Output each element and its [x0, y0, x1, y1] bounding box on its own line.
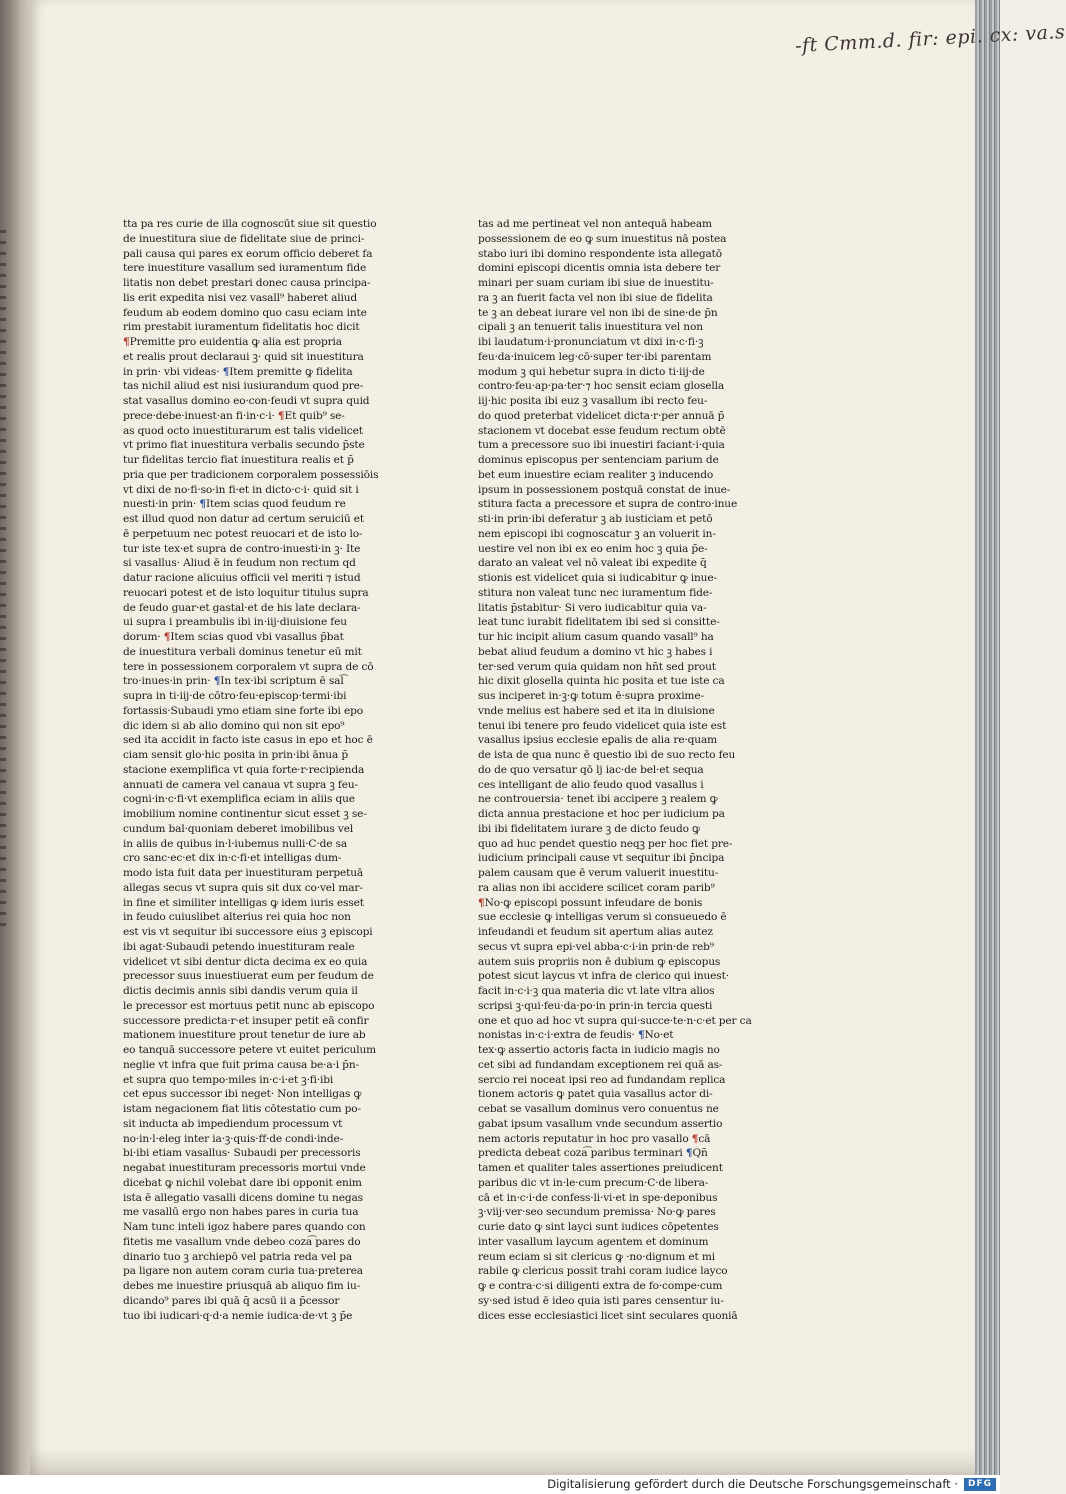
left-column-line: pa ligare non autem coram curia tua·preterea	[123, 1265, 363, 1278]
right-column-line: litatis p̄stabitur· Si vero iudicabitur quia va-	[478, 601, 707, 614]
left-column-line: tur iste tex·et supra de contro·inuesti·in ꝫ· Ite	[123, 542, 361, 555]
left-column-line: istam negacionem fiat litis cōtestatio cum po-	[123, 1103, 361, 1115]
text-column-left	[123, 217, 400, 1323]
left-column-line: mationem inuestiture prout tenetur de iure ab	[123, 1029, 366, 1042]
left-column-line: tere in possessionem corporalem vt supra de cō	[123, 660, 374, 673]
right-column-line: ibi laudatum·i·pronunciatum vt dixi in·c·fi·ꝫ	[478, 336, 704, 348]
left-column-line: fitetis me vasallum vnde debeo coza͡ pares do	[123, 1235, 361, 1248]
left-column-line: est illud quod non datur ad certum seruiciū et	[123, 513, 364, 525]
left-column-line: de inuestitura siue de fidelitate siue de princi-	[123, 232, 365, 245]
right-column-line: sus inciperet in·ꝫ·ꝙ totum ē·supra proxime-	[478, 690, 704, 702]
left-column-line: datur racione alicuius officii vel meriti ⁊ istud	[123, 572, 361, 584]
left-column-line: si vasallus· Aliud ē in feudum non rectum qd	[123, 557, 356, 570]
left-column-line: tas nichil aliud est nisi iusiurandum quod pre-	[123, 380, 364, 393]
right-column-line: ra ꝫ an fuerit facta vel non ibi siue de fidelita	[478, 291, 713, 304]
right-column-line: dices esse ecclesiastici licet sint seculares quoniā	[478, 1309, 738, 1322]
right-column-line: ter·sed verum quia quidam non hn̄t sed prout	[478, 660, 716, 673]
left-column-line: eo tanquā successore petere vt euitet periculum	[123, 1044, 377, 1056]
right-column-line: rabile ꝙ clericus possit trahi coram iudice layco	[478, 1265, 728, 1278]
right-column-line: palem causam que ē verum valuerit inuestitu-	[478, 867, 719, 879]
left-column-line: sed ita accidit in facto iste casus in epo et hoc ē	[123, 734, 373, 747]
left-column-line: successore predicta·r·et insuper petit eā confir	[123, 1014, 369, 1027]
left-column-line: tur fidelitas tercio fiat inuestitura realis et p̄	[123, 454, 354, 466]
left-column-line: pria que per tradicionem corporalem possessiōis	[123, 468, 379, 481]
right-column-line: tenui ibi tenere pro feudo videlicet quia iste est	[478, 719, 727, 732]
left-column-line: cundum bal·quoniam deberet imobilibus vel	[123, 822, 354, 835]
left-column-line: dinario tuo ꝫ archiepō vel patria reda vel pa	[123, 1250, 353, 1263]
left-column-line: ui supra i preambulis ibi in·iij·diuisione feu	[123, 616, 347, 629]
right-column-line: darato an valeat vel nō valeat ibi expedite q̄	[478, 557, 707, 570]
rubric-pilcrow-icon: ¶	[163, 631, 171, 643]
left-column-line: tere inuestiture vasallum sed iuramentum fide	[123, 262, 367, 275]
left-column-line: lis erit expedita nisi vez vasall⁹ haberet aliud	[123, 291, 358, 304]
text-column-right	[478, 217, 752, 1323]
left-column-line: in prin· vbi videas· ¶Item premitte ꝙ fidelita	[123, 365, 353, 378]
left-column-line: ciam sensit glo·hic posita in prin·ibi ānua p̄	[123, 749, 348, 761]
right-column-line: tum a precessore suo ibi inuestiri faciant·i·quia	[478, 439, 725, 452]
right-column-line: tionem actoris ꝙ patet quia vasallus actor di-	[478, 1088, 713, 1101]
left-column-line: imobilium nomine continentur sicut esset ꝫ se-	[123, 808, 367, 820]
right-column-line: stacionem vt docebat esse feudum rectum obtē	[478, 424, 726, 437]
left-column-line: tuo ibi iudicari·q·d·a nemie iudica·de·vt ꝫ p̄e	[123, 1309, 353, 1322]
right-column-line: tas ad me pertineat vel non antequā habeam	[478, 218, 712, 230]
right-column-line: nem actoris reputatur in hoc pro vasallo ¶cā	[478, 1132, 711, 1145]
right-column-line: feu·da·inuicem leg·cō·super ter·ibi parentam	[478, 350, 712, 363]
right-column-line: de ista de qua nunc ē questio ibi de suo recto feu	[478, 749, 736, 761]
left-column-line: sit inducta ab impediendum processum vt	[123, 1117, 343, 1130]
left-column-line: de feudo guar·et gastal·et de his late declara-	[123, 601, 361, 614]
left-column-line: tta pa res curie de illa cognoscūt siue sit questio	[123, 218, 377, 230]
right-column-line: possessionem de eo ꝙ sum inuestitus nā postea	[478, 232, 727, 245]
right-column-line: cebat se vasallum dominus vero conuentus ne	[478, 1103, 719, 1115]
right-column-line: potest sicut laycus vt infra de clerico qui inuest·	[478, 970, 729, 983]
left-column-line: neglie vt infra que fuit prima causa be·a·i p̄n-	[123, 1058, 359, 1071]
right-column-line: ¶No·ꝙ episcopi possunt infeudare de bonis	[478, 896, 703, 909]
rubric-pilcrow-icon: ¶	[277, 409, 285, 422]
right-column-line: ipsum in possessionem postquā constat de inue-	[478, 483, 731, 496]
left-column-line: vt dixi de no·fi·so·in fi·et in dicto·c·i· quid sit i	[123, 483, 359, 496]
left-column-line: fortassis·Subaudi ymo etiam sine forte ibi epo	[123, 704, 363, 717]
right-column-line: leat tunc iurabit fidelitatem ibi sed si consitte-	[478, 616, 720, 629]
right-column-line: stabo iuri ibi domino respondente ista allegatō	[478, 247, 722, 260]
right-column-line: cipali ꝫ an tenuerit talis inuestitura vel non	[478, 321, 703, 334]
right-column-line: uestire vel non ibi ex eo enim hoc ꝫ quia p̄e-	[478, 542, 708, 555]
left-column-line: ¶Premitte pro euidentia ꝙ alia est propria	[123, 336, 342, 348]
right-column-line: dominus episcopus per sentenciam parium de	[478, 454, 719, 466]
left-column-line: me vasallū ergo non habes pares in curia tua	[123, 1206, 359, 1219]
rubric-pilcrow-icon: ¶	[691, 1132, 699, 1145]
right-column-line: te ꝫ an debeat iurare vel non ibi de sine·de p̄n	[478, 306, 718, 319]
book-block-edge	[975, 0, 1000, 1475]
right-column-line: tex·ꝙ assertio actoris facta in iudicio magis no	[478, 1044, 720, 1056]
left-column-line: no·in·l·eleg inter ia·ꝫ·quis·ff·de condi·inde-	[123, 1132, 344, 1145]
left-column-line: dicando⁹ pares ibi quā q̄ acsū ii a p̄cessor	[123, 1294, 340, 1307]
left-column-line: cogni·in·c·fi·vt exemplifica eciam in aliis que	[123, 793, 355, 806]
rubric-pilcrow-icon: ¶	[685, 1147, 693, 1160]
right-column-line: autem suis propriis non ē dubium ꝙ episcopus	[478, 955, 721, 968]
left-column-line: dictis decimis annis sibi dandis verum quia il	[123, 985, 358, 997]
handwritten-annotation: -ft Cmm.d. fir: epi. cx: va.s	[794, 20, 1066, 58]
left-column-line: supra in ti·iij·de cōtro·feu·episcop·termi·ibi	[123, 690, 347, 702]
right-column-line: do quod preterbat videlicet dicta·r·per annuā p̄	[478, 409, 725, 422]
right-column-line: paribus dic vt in·le·cum precum·C·de libera-	[478, 1176, 709, 1189]
left-column-line: nuesti·in prin· ¶Item scias quod feudum re	[123, 498, 346, 511]
right-column-line: bet eum inuestire eciam realiter ꝫ inducendo	[478, 468, 714, 481]
right-column-line: sue ecclesie ꝙ intelligas verum si consueuedo ē	[478, 911, 727, 924]
left-column-line: feudum ab eodem domino quo casu eciam inte	[123, 306, 367, 319]
right-column-line: ꝫ·viij·ver·seo secundum premissa· No·ꝙ pares	[478, 1206, 716, 1219]
right-column-line: nem episcopi ibi cognoscatur ꝫ an voluerit in-	[478, 527, 716, 540]
right-column-line: ꝙ e contra·c·si diligenti extra de fo·compe·cum	[478, 1280, 723, 1292]
right-column-line: ces intelligant de alio feudo quod vasallus i	[478, 778, 704, 791]
right-column-line: contro·feu·ap·pa·ter·⁊ hoc sensit eciam glosella	[478, 380, 725, 393]
left-column-line: dicebat ꝙ nichil volebat dare ibi opponit enim	[123, 1176, 362, 1189]
right-column-line: nonistas in·c·i·extra de feudis· ¶No·et	[478, 1029, 674, 1042]
left-column-line: in aliis de quibus in·l·iubemus nulli·C·de sa	[123, 837, 348, 850]
right-column-line: stitura facta a precessore et supra de contro·inue	[478, 498, 738, 511]
left-column-line: est vis vt sequitur ibi successore eius ꝫ episcopi	[123, 926, 373, 938]
right-column-line: iudicium principali cause vt sequitur ibi p̄ncipa	[478, 852, 725, 865]
left-column-line: cro sanc·ec·et dix in·c·fi·et intelligas dum-	[123, 852, 342, 865]
left-column-line: litatis non debet prestari donec causa principa-	[123, 277, 371, 289]
left-column-line: as quod octo inuestiturarum est talis videlicet	[123, 424, 363, 437]
left-column-line: dic idem si ab alio domino qui non sit epo⁹	[123, 719, 345, 732]
right-column-line: sercio rei noceat ipsi reo ad fundandam replica	[478, 1073, 726, 1086]
right-column-line: scripsi ꝫ·qui·feu·da·po·in prin·in tercia questi	[478, 999, 713, 1012]
right-column-line: dicta annua prestacione et hoc per iudicium pa	[478, 808, 725, 820]
right-column-line: cā et in·c·i·de confess·li·vi·et in spe·deponibus	[478, 1191, 718, 1204]
left-column-line: dorum· ¶Item scias quod vbi vasallus p̄bat	[123, 631, 344, 643]
left-column-line: le precessor est mortuus petit nunc ab episcopo	[123, 999, 375, 1012]
right-column-line: curie dato ꝙ sint layci sunt iudices cōpetentes	[478, 1221, 719, 1233]
right-column-line: iij·hic posita ibi euz ꝫ vasallum ibi recto feu-	[478, 395, 708, 407]
left-column-line: ē perpetuum nec potest reuocari et de isto lo-	[123, 527, 363, 540]
left-column-line: et supra quo tempo·miles in·c·i·et ꝫ·fi·ibi	[123, 1073, 334, 1086]
left-column-line: rim prestabit iuramentum fidelitatis hoc dicit	[123, 321, 360, 334]
right-column-line: quo ad huc pendet questio neqꝫ per hoc fiet pre-	[478, 837, 733, 850]
dfg-logo-icon: DFG	[964, 1478, 996, 1491]
left-column-line: cet epus successor ibi neget· Non intelligas ꝙ	[123, 1088, 362, 1101]
left-column-line: ibi agat·Subaudi petendo inuestituram reale	[123, 940, 355, 953]
rubric-pilcrow-icon: ¶	[478, 896, 485, 909]
right-column-line: do de quo versatur qō lj iac·de bel·et sequa	[478, 763, 704, 776]
left-column-line: de inuestitura verbali dominus tenetur eū mit	[123, 645, 362, 658]
left-column-line: annuati de camera vel canaua vt supra ꝫ feu-	[123, 778, 358, 791]
right-column-line: ra alias non ibi accidere scilicet coram parib⁹	[478, 881, 715, 894]
left-column-line: bi·ibi etiam vasallus· Subaudi per precessoris	[123, 1147, 361, 1160]
right-column-line: bebat aliud feudum a domino vt hic ꝫ habes i	[478, 645, 713, 658]
funding-notice: Digitalisierung gefördert durch die Deutsche Forschungsgemeinschaft ·	[547, 1477, 958, 1491]
footer-bar	[0, 1475, 1000, 1494]
left-column-line: stat vasallus domino eo·con·feudi vt supra quid	[123, 395, 370, 407]
right-column-line: hic dixit glosella quinta hic posita et tue iste ca	[478, 675, 725, 688]
right-column-line: infeudandi et feudum sit apertum alias autez	[478, 926, 713, 938]
right-column-line: gabat ipsum vasallum vnde secundum assertio	[478, 1117, 723, 1130]
left-column-line: negabat inuestituram precessoris mortui vnde	[123, 1162, 366, 1174]
left-column-line: debes me inuestire priusquā ab aliquo fim iu-	[123, 1280, 361, 1292]
right-column-line: inter vasallum laycum agentem et dominum	[478, 1235, 709, 1248]
rubric-pilcrow-icon: ¶	[123, 336, 130, 348]
rubric-pilcrow-icon: ¶	[199, 498, 206, 511]
right-column-line: stitura non valeat tunc nec iuramentum fide-	[478, 586, 713, 599]
left-column-line: vt primo fiat inuestitura verbalis secundo p̄ste	[123, 439, 365, 452]
right-column-line: cet sibi ad fundandam exceptionem rei quā as-	[478, 1058, 723, 1071]
facing-page-text-fragment	[0, 230, 6, 930]
left-column-line: videlicet vt sibi dentur dicta decima ex eo quia	[123, 955, 368, 968]
left-column-line: Nam tunc inteli igoz habere pares quando con	[123, 1221, 366, 1233]
right-column-line: facit in·c·i·ꝫ qua materia dic vt late vltra alios	[478, 985, 715, 997]
left-column-line: et realis prout declaraui ꝫ· quid sit inuestitura	[123, 350, 364, 363]
left-column-line: reuocari potest et de isto loquitur titulus supra	[123, 586, 369, 599]
left-column-line: pali causa qui pares ex eorum officio deberet fa	[123, 247, 373, 260]
left-column-line: precessor suus inuestiuerat eum per feudum de	[123, 970, 374, 983]
right-column-line: stionis est videlicet quia si iudicabitur ꝙ inue-	[478, 572, 717, 584]
right-column-line: sy·sed istud ē ideo quia isti pares censentur iu-	[478, 1294, 724, 1307]
right-column-line: secus vt supra epi·vel abba·c·i·in prin·de reb⁹	[478, 940, 714, 953]
left-column-line: in fine et similiter intelligas ꝙ idem iuris esset	[123, 896, 364, 909]
right-column-line: domini episcopi dicentis omnia ista debere ter	[478, 262, 721, 275]
left-column-line: tro·inues·in prin· ¶In tex·ibi scriptum ē sal͡	[123, 675, 344, 688]
facing-page-edge	[0, 0, 30, 1475]
right-column-line: reum eciam si sit clericus ꝙ ·no·dignum et mi	[478, 1250, 715, 1263]
right-column-line: minari per suam curiam ibi siue de inuestitu-	[478, 277, 714, 289]
left-column-line: stacione exemplifica vt quia forte·r·recipienda	[123, 763, 365, 776]
right-column-line: predicta debeat coza͡ paribus terminari ¶Qn̄	[478, 1147, 708, 1160]
right-column-line: tur hic incipit alium casum quando vasall⁹ ha	[478, 631, 714, 643]
left-column-line: ista ē allegatio vasalli dicens domine tu negas	[123, 1191, 363, 1204]
rubric-pilcrow-icon: ¶	[637, 1029, 645, 1042]
right-column-line: modum ꝫ qui hebetur supra in dicto ti·iij·de	[478, 365, 705, 378]
right-column-line: vnde melius est habere sed et ita in diuisione	[478, 704, 715, 717]
right-column-line: ne controuersia· tenet ibi accipere ꝫ realem ꝙ	[478, 793, 718, 806]
right-column-line: tamen et qualiter tales assertiones preiudicent	[478, 1162, 723, 1174]
right-column-line: vasallus ipsius ecclesie eꝑalis de alia re·quam	[478, 734, 718, 747]
left-column-line: in feudo cuiuslibet alterius rei quia hoc non	[123, 911, 351, 924]
right-column-line: one et quo ad hoc vt supra qui·succe·te·n·c·et per ca	[478, 1014, 752, 1027]
left-column-line: modo ista fuit data per inuestituram perpetuā	[123, 867, 364, 879]
right-column-line: sti·in prin·ibi deferatur ꝫ ab iusticiam et petō	[478, 513, 713, 525]
left-column-line: allegas secus vt supra quis sit dux co·vel mar-	[123, 881, 363, 894]
rubric-pilcrow-icon: ¶	[213, 675, 221, 688]
rubric-pilcrow-icon: ¶	[222, 365, 230, 378]
right-column-line: ibi ibi fidelitatem iurare ꝫ de dicto feudo ꝙ	[478, 822, 700, 835]
left-column-line: prece·debe·inuest·an fi·in·c·i· ¶Et quib⁹ se-	[123, 409, 345, 422]
page-bottom-shadow	[30, 1448, 975, 1476]
